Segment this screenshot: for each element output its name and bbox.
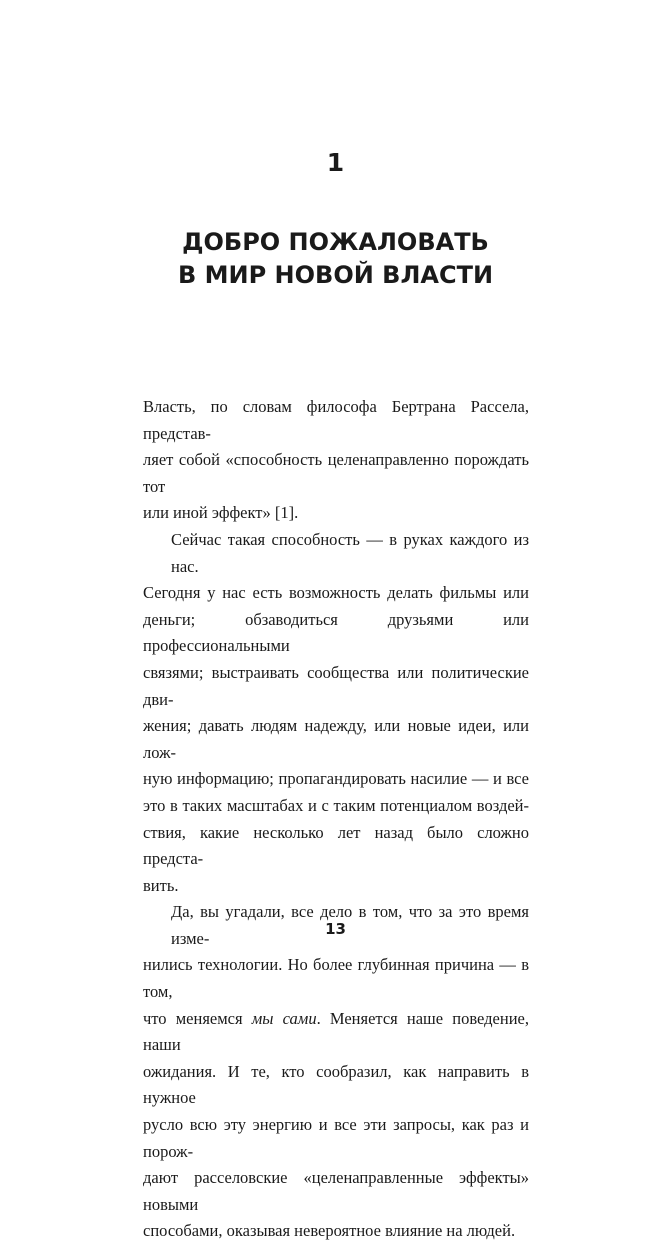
text-line: ствия, какие несколько лет назад было сложно предста- xyxy=(143,822,529,869)
text-line: Да, вы угадали, все дело в том, что за это время изме- xyxy=(171,902,529,948)
text-line: Сейчас такая способность — в руках каждого из нас. xyxy=(171,529,529,576)
text-line: русло всю эту энергию и все эти запросы, как раз и порож- xyxy=(143,1115,529,1161)
text-line: нились технологии. Но более глубинная причина — в том, xyxy=(143,955,529,1002)
text-line xyxy=(143,1006,529,1059)
text-line: дают расселовские «целенаправленные эффекты» новыми xyxy=(143,1168,529,1214)
chapter-number: 1 xyxy=(326,148,345,177)
emphasis-text: мы сами xyxy=(251,1008,317,1028)
text-line: связями; выстраивать сообщества или политические дви- xyxy=(143,662,529,709)
text-line: или иной эффект» [1]. xyxy=(143,503,299,523)
text-line: вить. xyxy=(143,875,179,895)
text-line: деньги; обзаводиться друзьями или профессиональными xyxy=(143,609,529,656)
text-line: Власть, по словам философа Бертрана Рассела, представ- xyxy=(143,397,529,443)
text-line: ожидания. И те, кто сообразил, как направить в нужное xyxy=(143,1061,529,1108)
page-number: 13 xyxy=(325,920,346,938)
chapter-title-line-1: ДОБРО ПОЖАЛОВАТЬ xyxy=(182,228,489,256)
text-line: ную информацию; пропагандировать насилие — и все xyxy=(143,769,529,789)
text-line: жения; давать людям надежду, или новые идеи, или лож- xyxy=(143,716,529,762)
text-line: Сегодня у нас есть возможность делать фильмы или xyxy=(143,583,529,603)
text-line: это в таких масштабах и с таким потенциалом воздей- xyxy=(143,795,529,815)
text-line: ляет собой «способность целенаправленно порождать тот xyxy=(143,450,529,496)
body-text xyxy=(143,394,529,1245)
text-span: что меняемся xyxy=(143,1008,252,1028)
text-span: . Меняется наше поведение, наши xyxy=(143,1008,529,1055)
text-line: способами, оказывая невероятное влияние на людей. xyxy=(143,1221,516,1241)
chapter-title-line-2: В МИР НОВОЙ ВЛАСТИ xyxy=(177,261,494,289)
